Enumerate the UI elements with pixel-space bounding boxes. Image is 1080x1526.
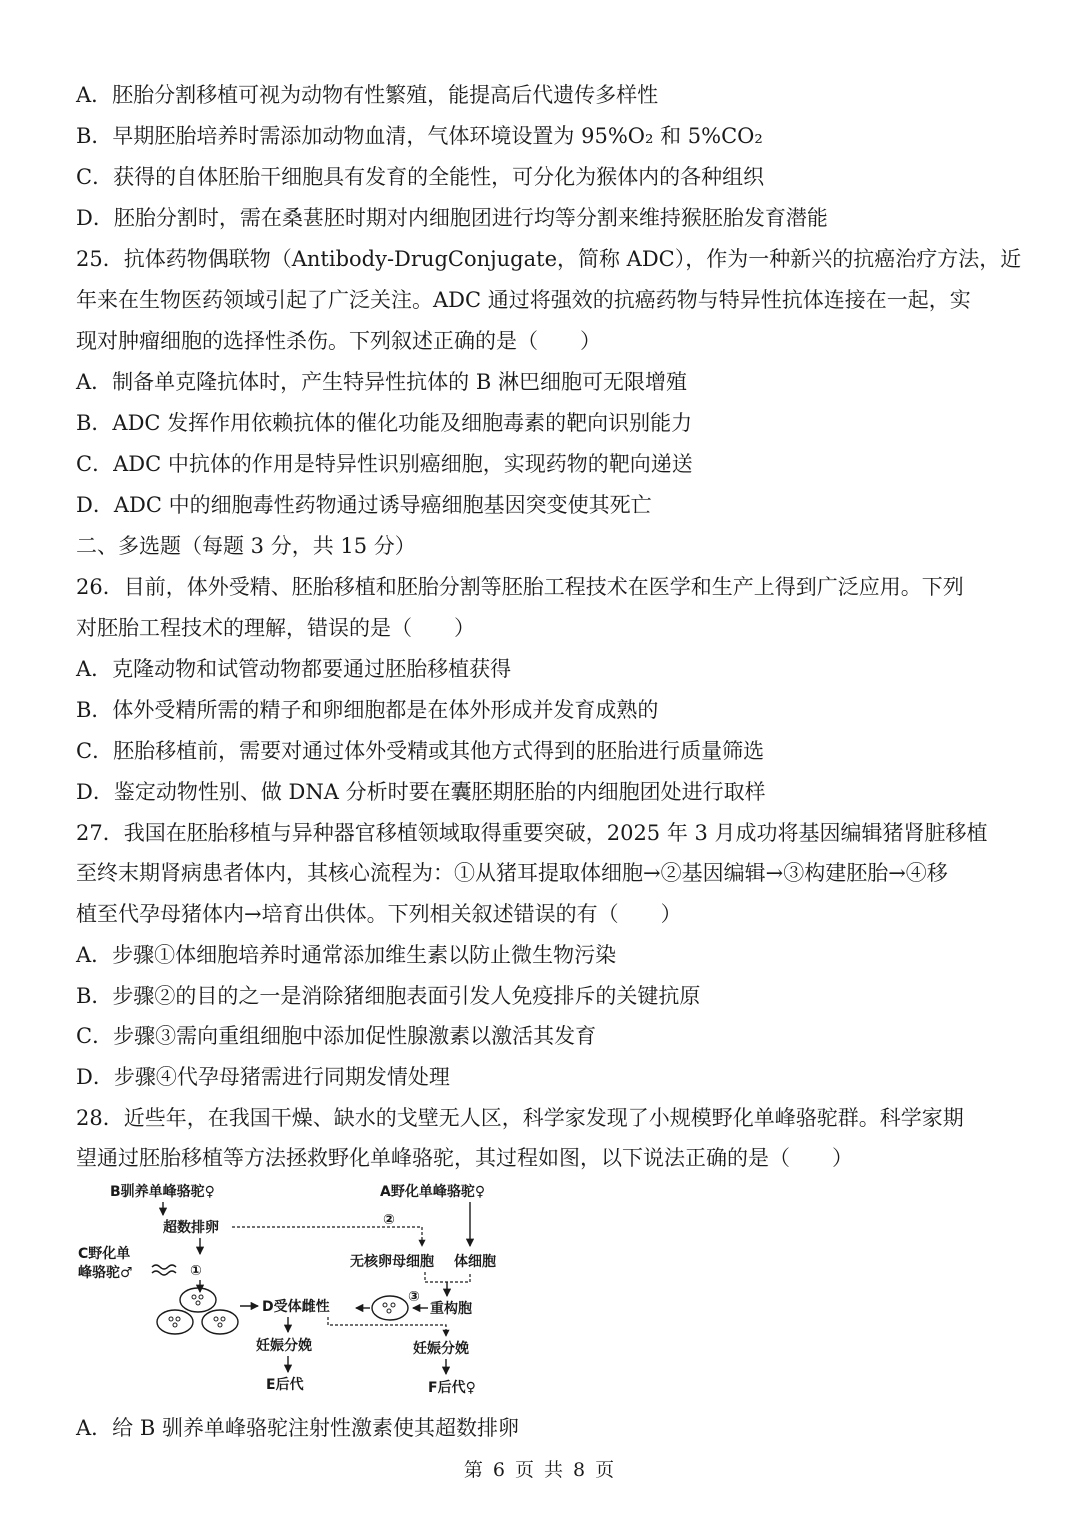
q25-option-c: C．ADC 中抗体的作用是特异性识别癌细胞，实现药物的靶向递送	[76, 452, 693, 476]
superovulation-label: 超数排卵	[163, 1220, 219, 1236]
q26-option-a: A．克隆动物和试管动物都要通过胚胎移植获得	[76, 657, 512, 681]
sperm-icon	[152, 1265, 176, 1269]
q25-stem-line: 年来在生物医药领域引起了广泛关注。ADC 通过将强效的抗癌药物与特异性抗体连接在一起，实	[76, 288, 971, 312]
embryo-group-icon	[157, 1288, 238, 1334]
q27-option-b: B．步骤②的目的之一是消除猪细胞表面引发人免疫排斥的关键抗原	[76, 984, 701, 1008]
q28-stem-line: 28．近些年，在我国干燥、缺水的戈壁无人区，科学家发现了小规模野化单峰骆驼群。科学家期	[76, 1106, 964, 1130]
enucleated-oocyte-label: 无核卵母细胞	[350, 1254, 434, 1270]
somatic-cell-label: 体细胞	[454, 1254, 496, 1270]
f-offspring-label: F后代♀	[428, 1380, 476, 1396]
step-1-marker: ①	[190, 1263, 202, 1279]
sperm-icon	[152, 1271, 176, 1275]
e-offspring-label: E后代	[266, 1377, 304, 1393]
q24-option-c: C．获得的自体胚胎干细胞具有发育的全能性，可分化为猴体内的各种组织	[76, 165, 765, 189]
q25-option-b: B．ADC 发挥作用依赖抗体的催化功能及细胞毒素的靶向识别能力	[76, 411, 693, 435]
step-3-marker: ③	[408, 1289, 420, 1305]
d-recipient-label: D受体雌性	[262, 1299, 330, 1315]
page-footer: 第 6 页 共 8 页	[463, 1459, 617, 1481]
q26-option-d: D．鉴定动物性别、做 DNA 分析时要在囊胚期胚胎的内细胞团处进行取样	[76, 780, 766, 804]
q27-option-c: C．步骤③需向重组细胞中添加促性腺激素以激活其发育	[76, 1024, 597, 1048]
c-camel-label: 峰骆驼♂	[78, 1265, 133, 1281]
q25-stem-line: 25．抗体药物偶联物（Antibody-DrugConjugate，简称 ADC），作为一种新兴的抗癌治疗方法，近	[76, 247, 1022, 271]
q27-option-d: D．步骤④代孕母猪需进行同期发情处理	[76, 1065, 450, 1089]
q27-stem-line: 27．我国在胚胎移植与异种器官移植领域取得重要突破，2025 年 3 月成功将基因编辑猪肾脏移植	[76, 821, 988, 845]
q26-option-b: B．体外受精所需的精子和卵细胞都是在体外形成并发育成熟的	[76, 698, 659, 722]
q24-option-d: D．胚胎分割时，需在桑葚胚时期对内细胞团进行均等分割来维持猴胚胎发育潜能	[76, 206, 828, 230]
merge-line	[425, 1272, 470, 1282]
q25-option-d: D．ADC 中的细胞毒性药物通过诱导癌细胞基因突变使其死亡	[76, 493, 652, 517]
c-camel-label: C野化单	[78, 1246, 131, 1262]
q27-stem-line: 至终末期肾病患者体内，其核心流程为：①从猪耳提取体细胞→②基因编辑→③构建胚胎→④移	[76, 861, 948, 885]
pregnancy-right-label: 妊娠分娩	[413, 1341, 469, 1357]
q26-option-c: C．胚胎移植前，需要对通过体外受精或其他方式得到的胚胎进行质量筛选	[76, 739, 765, 763]
q24-option-b: B．早期胚胎培养时需添加动物血清，气体环境设置为 95%O₂ 和 5%CO₂	[76, 124, 763, 148]
pregnancy-left-label: 妊娠分娩	[256, 1338, 312, 1354]
reconstructed-embryo-icon	[372, 1296, 408, 1320]
q28-stem-line: 望通过胚胎移植等方法拯救野化单峰骆驼，其过程如图，以下说法正确的是（ ）	[76, 1146, 853, 1170]
a-camel-label: A野化单峰骆驼♀	[380, 1184, 486, 1200]
q25-stem-line: 现对肿瘤细胞的选择性杀伤。下列叙述正确的是（ ）	[76, 329, 601, 353]
b-camel-label: B驯养单峰骆驼♀	[110, 1184, 215, 1200]
embryo-transfer-diagram	[70, 1180, 520, 1405]
step-2-marker: ②	[383, 1212, 395, 1228]
section-heading: 二、多选题（每题 3 分，共 15 分）	[76, 534, 416, 558]
q24-option-a: A．胚胎分割移植可视为动物有性繁殖，能提高后代遗传多样性	[76, 83, 659, 107]
q27-option-a: A．步骤①体细胞培养时通常添加维生素以防止微生物污染	[76, 943, 617, 967]
q26-stem-line: 对胚胎工程技术的理解，错误的是（ ）	[76, 616, 475, 640]
q26-stem-line: 26．目前，体外受精、胚胎移植和胚胎分割等胚胎工程技术在医学和生产上得到广泛应用。下列	[76, 575, 964, 599]
dashed-arrow	[232, 1227, 422, 1246]
reconstructed-embryo-label: 重构胞	[430, 1301, 472, 1317]
q27-stem-line: 植至代孕母猪体内→培育出供体。下列相关叙述错误的有（ ）	[76, 902, 682, 926]
q25-option-a: A．制备单克隆抗体时，产生特异性抗体的 B 淋巴细胞可无限增殖	[76, 370, 687, 394]
q28-option-a: A．给 B 驯养单峰骆驼注射性激素使其超数排卵	[76, 1416, 519, 1440]
